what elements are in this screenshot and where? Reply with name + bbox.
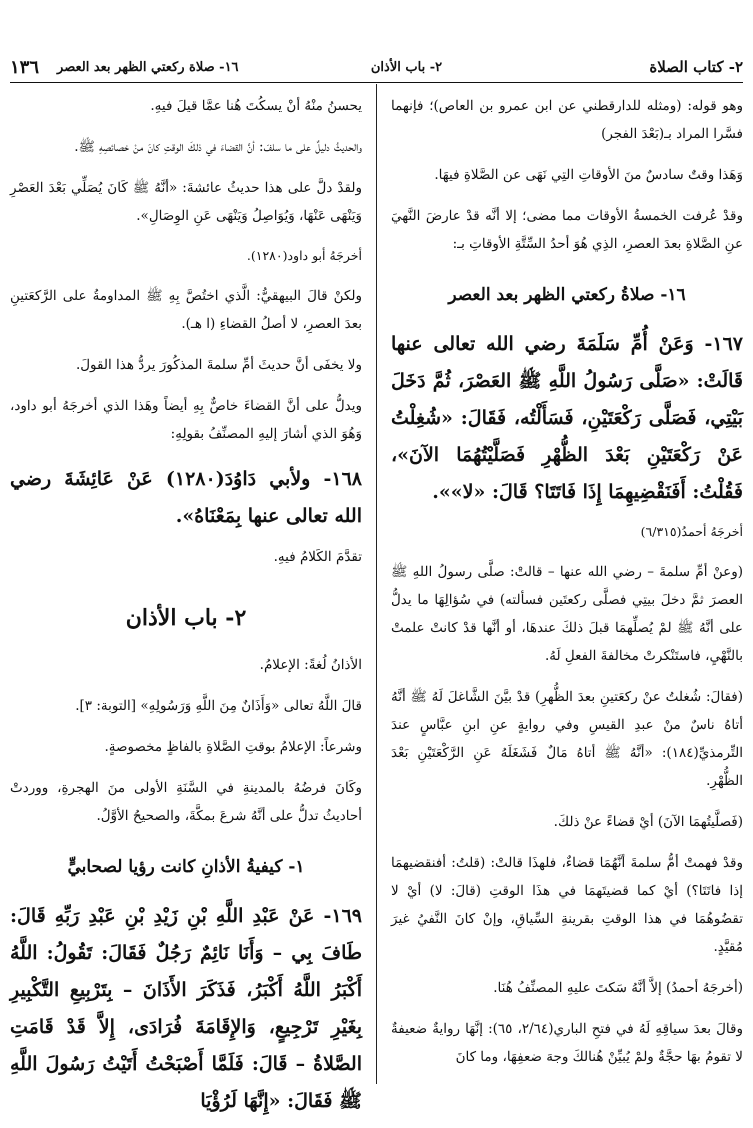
paragraph: وكَانَ فرضُهُ بالمدينةِ في السَّنَةِ الأولى منَ الهجرةِ، ووردتْ أحاديثُ تدلُّ على أنَّهُ شرعَ بمكَّةَ، والصحيحُ الأوَّلُ.: [10, 780, 362, 824]
paragraph: وهو قوله: (ومثله للدارقطني عن ابن عمرو بن العاص)؛ فإنهما فسَّرا المراد بـ(بَعْدَ الفجر): [391, 98, 743, 142]
paragraph: وشرعاً: الإعلامُ بوقتِ الصَّلاةِ بالفاظٍ مخصوصةٍ.: [104, 739, 362, 755]
paragraph: (وعنْ أمِّ سلمةَ – رضي الله عنها – قالتْ: صلَّى رسولُ اللهِ ﷺ العصرَ ثمَّ دخلَ بيتِي فصلَّى ركعتَين فسألته) في سُؤالِهَا ما يدلُّ على أنَّهُ ﷺ لمْ يُصلِّهمَا قبلَ ذلكَ عندهَا، أو أنَّها قدْ كانتْ علمتْ بالنَّهْيِ، فاستَنْكرتْ مخالفةَ الفعلِ لَهُ.: [391, 564, 743, 664]
paragraph: وقالَ بعدَ سياقِهِ لَهُ في فتحِ الباري(٢/٦٤، ٦٥): إنَّهَا روايةٌ ضعيفةٌ لا تقومُ بهَا حجَّةٌ ولمْ يُبيِّنْ هُنالكَ وجهَ ضعفِهَا، وما كانَ: [391, 1021, 743, 1065]
paragraph: قالَ اللَّهُ تعالى «وَأَذَانٌ مِنَ اللَّهِ وَرَسُولِهِ» [التوبة: ٣].: [75, 698, 362, 714]
chapter-heading: ٢- باب الأذان: [125, 605, 247, 631]
paragraph: وَهَذا وقتٌ سادسٌ منَ الأوقاتِ التِي نَهَى عن الصَّلاةِ فيهَا.: [434, 167, 743, 183]
hadith-text: ١٦٧- وَعَنْ أُمِّ سَلَمَةَ رضي الله تعالى عنها قَالَتْ: «صَلَّى رَسُولُ اللَّهِ ﷺ العَصْرَ، ثُمَّ دَخَلَ بَيْتِي، فَصَلَّى رَكْعَتَيْنِ، فَسَأَلْتُه، فَقَالَ: «شُغِلْتُ عَنْ رَكْعَتَيْنِ بَعْدَ الظُّهْرِ فَصَلَّيْتُهُمَا الآنَ»، فَقُلْتُ: أَفَنَقْضِيهِمَا إِذَا فَاتَتَا؟ قَالَ: «لا»».: [391, 333, 743, 503]
takhrij: أخرجَهُ أبو داود(١٢٨٠).: [246, 248, 362, 263]
right-column: [391, 92, 743, 1084]
chapter-title: ٢- باب الأذان: [370, 59, 443, 75]
column-divider: [376, 84, 377, 1084]
paragraph: تقدَّمَ الكَلامُ فيهِ.: [273, 549, 362, 565]
page-number: ١٣٦: [10, 56, 40, 78]
paragraph: (فقالَ: شُغلتُ عنْ ركعَتينِ بعدَ الظُّهرِ) قدْ بيَّنَ الشَّاغلَ لَهُ ﷺ أنَّهُ أتاهُ ناسٌ منْ عبدِ القيسِ وفي روايةٍ عنِ ابنِ عبَّاسٍ عندَ التِّرمذيِّ(١٨٤): «أنَّهُ ﷺ أتاهُ مَالٌ فَشَغَلَهُ عَنِ الرَّكْعَتَيْنِ بَعْدَ الظُّهْرِ.: [391, 689, 743, 789]
section-heading: ١٦- صلاةُ ركعتي الظهر بعد العصر: [448, 285, 686, 305]
paragraph: (أخرجَهُ أحمدُ) إلاَّ أنَّهُ سَكتَ عليهِ المصنِّفُ هُنَا.: [493, 980, 743, 996]
takhrij: أخرجَهُ أحمدُ(٦/٣١٥): [640, 524, 743, 539]
section-heading: ١- كيفيةُ الأذانِ كانت رؤيا لصحابيٍّ: [67, 857, 305, 877]
paragraph: وقدْ عُرفت الخمسةُ الأوقات مما مضى؛ إلا أنَّه قدْ عارضَ النَّهيَ عنِ الصَّلاةِ بعدَ العصرِ، الذِي هُوَ أحدُ السِّتَّةِ الأوقاتِ بـ:: [391, 208, 743, 252]
paragraph: ولقدْ دلَّ على هذا حديثُ عائشةَ: «أنَّهُ ﷺ كَانَ يُصَلِّي بَعْدَ العَصْرِ وَيَنْهَى عَنْهَا، وَيُوَاصِلُ وَيَنْهَى عَنِ الوِصَالِ».: [10, 180, 362, 224]
paragraph: ولا يخفَى أنَّ حديثَ أمِّ سلمةَ المذكُورَ يردُّ هذا القولَ.: [75, 357, 362, 373]
paragraph: ولكنْ قالَ البيهقيُّ: الَّذي اختُصَّ بِهِ ﷺ المداومةُ على الرَّكعَتينِ بعدَ العصرِ، لا أصلُ القضاءِ (ا هـ).: [10, 288, 362, 332]
paragraph: وقدْ فهمتْ أمُّ سلمةَ أنَّهُمَا قضاءٌ، فلهذَا قالتْ: (قلتُ: أفنقضيهمَا إذا فاتَتَا؟) أيْ كما قضيتَهمَا في هذَا الوقتِ (قالَ: لا) أيْ لا تقضُوهُمَا في هذا الوقتِ بقرينةِ السِّياقِ، وإنْ كانَ النَّفيُ غيرَ مُقيَّدٍ.: [391, 855, 743, 955]
section-title: ١٦- صلاة ركعتي الظهر بعد العصر: [57, 59, 239, 75]
header-left: [10, 57, 280, 78]
left-column: [10, 92, 362, 1128]
book-title: ٢- كتاب الصلاة: [649, 58, 743, 76]
paragraph: (فَصلَّيتُهمَا الآنَ) أيْ قضاءً عنْ ذلكَ.: [553, 814, 743, 830]
paragraph: الأذانُ لُغةً: الإعلامُ.: [259, 657, 362, 673]
paragraph: ويدلُّ على أنَّ القضاءَ خاصٌّ بِهِ أيضاً وهَذا الذي أخرجَهُ أبو داود، وَهُوَ الذي أشارَ إليهِ المصنِّفُ بقولِهِ:: [10, 398, 362, 442]
running-header: [10, 52, 743, 83]
hadith-text: ١٦٨- ولأبي دَاوُدَ(١٢٨٠) عَنْ عَائِشَةَ رضي الله تعالى عنها بِمَعْنَاهُ».: [10, 468, 362, 527]
hadith-text: ١٦٩- عَنْ عَبْدِ اللَّهِ بْنِ زَيْدِ بْنِ عَبْدِ رَبِّهِ قَالَ: طَافَ بِي – وَأَنَا نَائِمٌ رَجُلٌ فَقَالَ: تَقُولُ: اللَّهُ أَكْبَرُ اللَّهُ أَكْبَرُ، فَذَكَرَ الأَذَانَ – بِتَرْبِيعِ التَّكْبِيرِ بِغَيْرِ تَرْجِيعٍ، وَالإِقَامَةَ فُرَادَى، إِلاَّ قَدْ قَامَتِ الصَّلاةُ – قَالَ: فَلَمَّا أَصْبَحْتُ أَتَيْتُ رَسُولَ اللَّهِ ﷺ فَقَالَ: «إِنَّهَا لَرُؤْيَا: [10, 905, 362, 1112]
paragraph: والحديثُ دليلٌ على ما سلفَ: أنَّ القضاءَ في ذلكَ الوقتِ كانَ منْ خصائصِهِ ﷺ.: [74, 139, 362, 155]
paragraph: يحسنُ منْهُ أنْ يسكُتَ هُنا عمَّا قيلَ فيهِ.: [150, 98, 362, 114]
